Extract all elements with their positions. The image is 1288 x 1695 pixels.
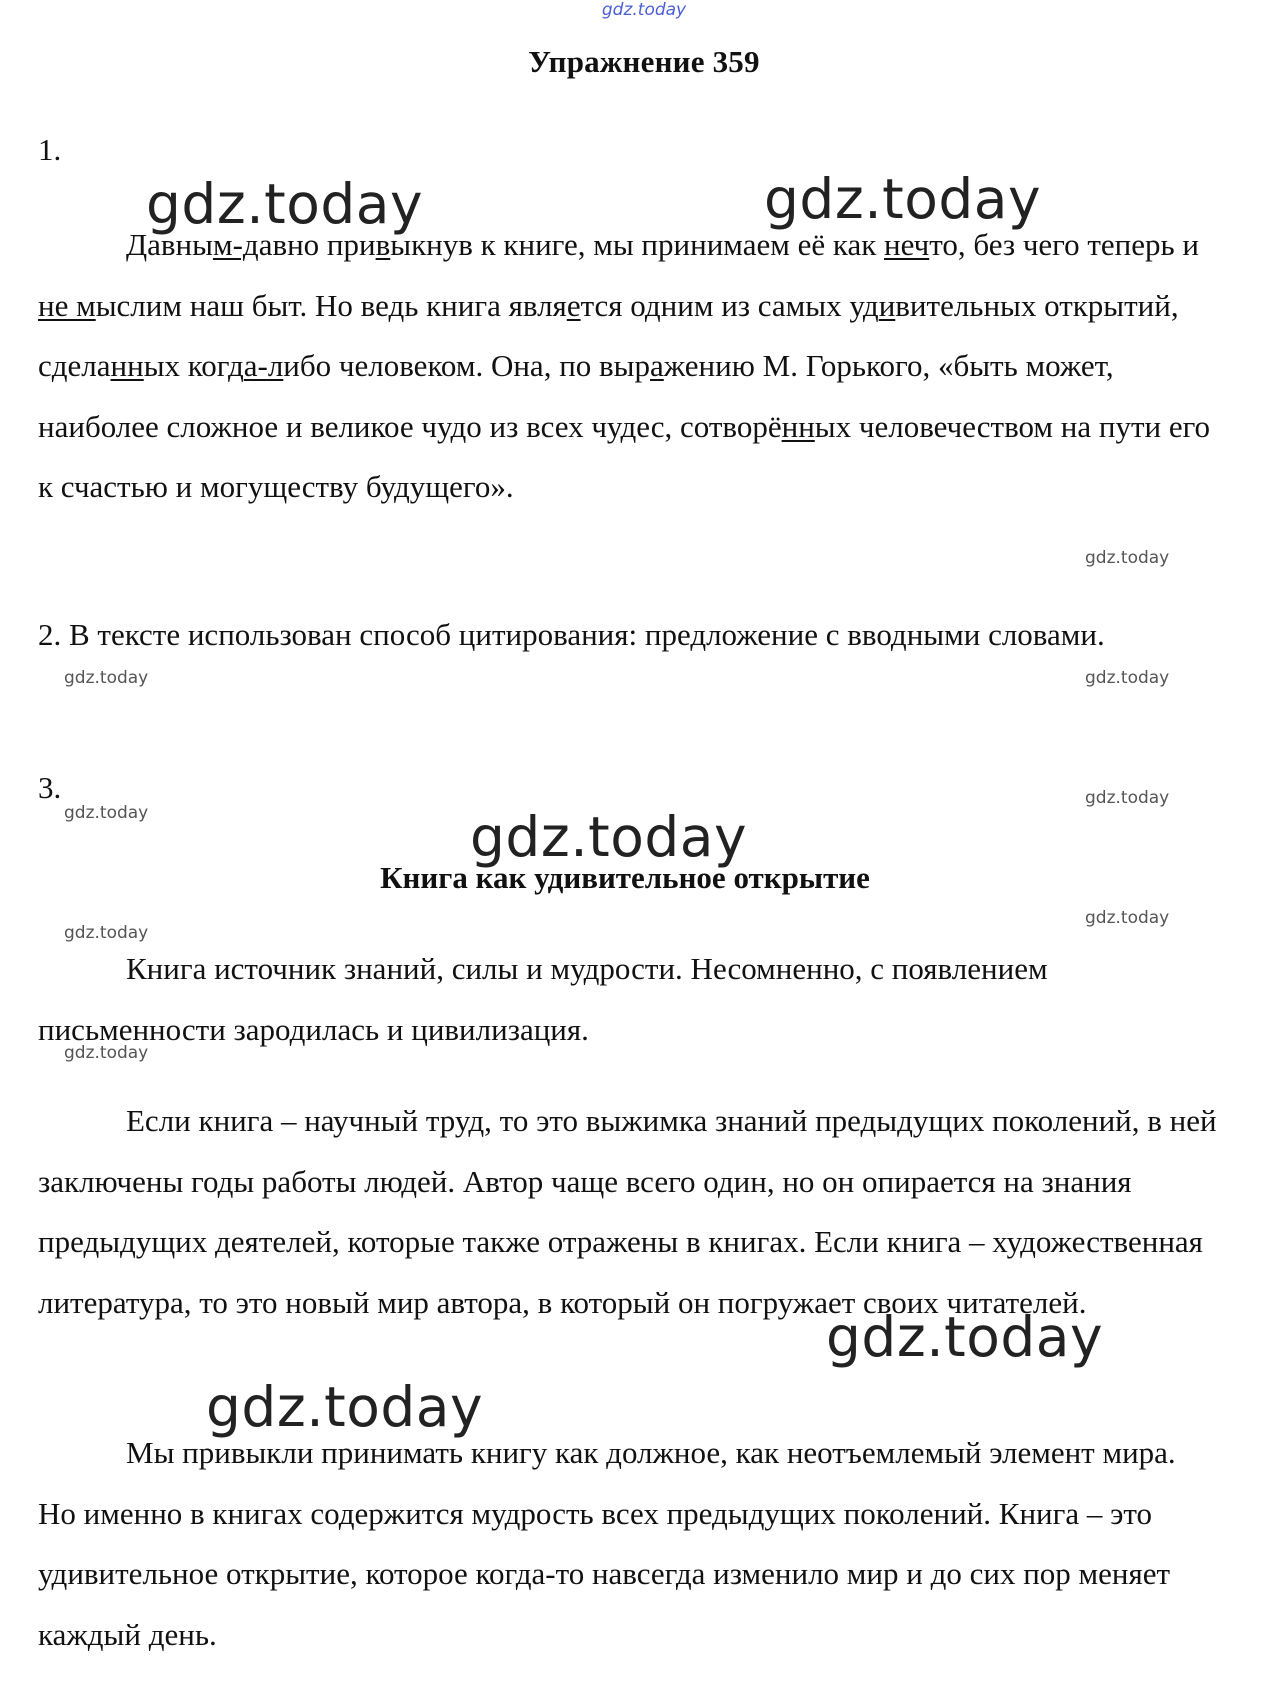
watermark-small: gdz.today (1085, 788, 1170, 808)
section-3-paragraph-3: Мы привыкли принимать книгу как должное, как неотъемлемый элемент мира. Но именно в книгах содержится мудрость всех предыдущих поколений. Книга – это удивительное открытие, которое когда-то навсегда изменило мир и до сих пор меняет каждый день. (38, 1435, 1176, 1652)
watermark-large: gdz.today (206, 1375, 484, 1439)
watermark-small: gdz.today (1085, 668, 1170, 688)
watermark-small: gdz.today (64, 1043, 149, 1063)
watermark-small: gdz.today (1085, 548, 1170, 568)
section-1-number: 1. (38, 132, 62, 167)
watermark-small: gdz.today (1085, 908, 1170, 928)
watermark-small: gdz.today (64, 668, 149, 688)
watermark-top: gdz.today (601, 0, 687, 20)
watermark-small: gdz.today (64, 803, 149, 823)
watermark-large: gdz.today (826, 1305, 1104, 1369)
watermark-large: gdz.today (470, 805, 748, 869)
section-3-heading: Книга как удивительное открытие (380, 860, 870, 895)
section-3-number: 3. (38, 770, 62, 805)
watermark-small: gdz.today (64, 923, 149, 943)
section-2-text: 2. В тексте использован способ цитирования: предложение с вводными словами. (38, 617, 1105, 652)
page-title: Упражнение 359 (528, 44, 760, 79)
watermark-large: gdz.today (146, 172, 424, 236)
section-1-paragraph: Давным-давно привыкнув к книге, мы принимаем её как нечто, без чего теперь и не мыслим наш быт. Но ведь книга является одним из самых удивительных открытий, сделанных когда-либо человеком. Она, по выражению М. Горького, «быть может, наиболее сложное и великое чудо из всех чудес, сотворённых человечеством на пути его к счастью и могуществу будущего». (38, 227, 1211, 504)
watermark-large: gdz.today (764, 167, 1042, 231)
section-3-paragraph-1: Книга источник знаний, силы и мудрости. Несомненно, с появлением письменности зародилась и цивилизация. (38, 951, 1048, 1047)
section-3-paragraph-2: Если книга – научный труд, то это выжимка знаний предыдущих поколений, в ней заключены годы работы людей. Автор чаще всего один, но он опирается на знания предыдущих деятелей, которые также отражены в книгах. Если книга – художественная литература, то это новый мир автора, в который он погружает своих читателей. (38, 1103, 1217, 1320)
